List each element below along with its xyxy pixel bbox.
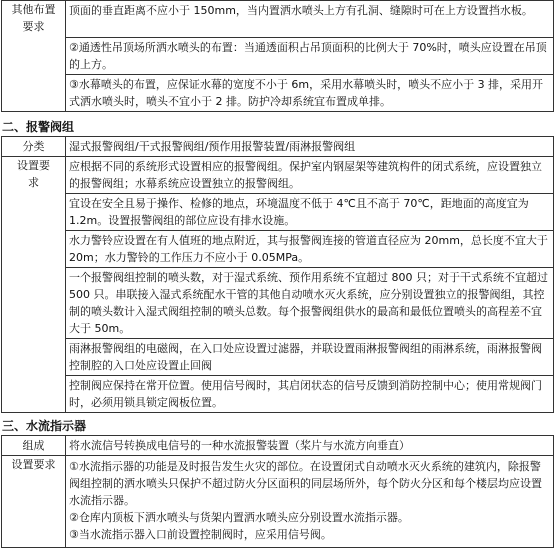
section-number: 三、 [2, 419, 27, 433]
table-row [2, 231, 554, 268]
alarm-valve-req-label: 设置要求 [2, 157, 66, 413]
table-row [2, 75, 554, 112]
alarm-valve-req-1: 应根据不同的系统形式设置相应的报警阀组。保护室内钢屋架等建筑构件的闭式系统，应设置独立的报警阀组；水幕系统应设置独立的报警阀组。 [66, 157, 554, 194]
section-number: 二、 [2, 120, 27, 134]
section-heading-flow-indicator [2, 418, 86, 434]
class-value: 湿式报警阀组/干式报警阀组/预作用报警装置/雨淋报警阀组 [66, 137, 554, 157]
table-row [2, 268, 554, 339]
permeable-ceiling-text: ②通透性吊顶场所洒水喷头的布置：当通透面积占吊顶面积的比例大于 70%时，喷头应设置在吊顶的上方。 [66, 38, 554, 75]
composition-value: 将水流信号转换成电信号的一种水流报警装置（桨片与水流方向垂直） [66, 436, 554, 456]
composition-label: 组成 [2, 436, 66, 456]
table-row [2, 456, 554, 548]
section-title: 水流指示器 [26, 419, 87, 433]
section-heading-alarm-valve [2, 119, 74, 135]
flow-indicator-req-3: ③当水流指示器入口前设置控制阀时，应采用信号阀。 [69, 528, 332, 541]
ceiling-distance-text: 顶面的垂直距离不应小于 150mm，当内置洒水喷头上方有孔洞、缝隙时可在上方设置挡水板。 [66, 1, 554, 38]
flow-indicator-req-1: ①水流指示器的功能是及时报告发生火灾的部位。在设置闭式自动喷水灭火系统的建筑内，除报警阀组控制的洒水喷头只保护不超过防火分区面积的同层场所外，每个防火分区和每个楼层均应设置水流指示器。 [69, 460, 542, 507]
flow-indicator-req-2: ②仓库内顶板下洒水喷头与货架内置洒水喷头应分别设置水流指示器。 [69, 511, 409, 524]
flow-indicator-req-cell [66, 456, 554, 548]
table-row [2, 376, 554, 413]
flow-indicator-table [1, 435, 554, 548]
other-layout-label: 其他布置要求 [2, 1, 66, 112]
alarm-valve-req-4: 一个报警阀组控制的喷头数，对于湿式系统、预作用系统不宜超过 800 只；对于干式系统不宜超过 500 只。串联接入湿式系统配水干管的其他自动喷水灭火系统，应分别设置独立的报警阀组，其控制的喷头数计入湿式阀组控制的喷头总数。每个报警阀组供水的最高和最低位置喷头的高程差不宜大于 50m。 [66, 268, 554, 339]
other-layout-table [1, 0, 554, 112]
table-row [2, 1, 554, 38]
water-curtain-text: ③水幕喷头的布置，应保证水幕的宽度不小于 6m，采用水幕喷头时，喷头不应小于 3 排，采用开式洒水喷头时，喷头不宜小于 2 排。防护冷却系统宜布置成单排。 [66, 75, 554, 112]
alarm-valve-req-2: 宜设在安全且易于操作、检修的地点，环境温度不低于 4℃且不高于 70℃，距地面的高度宜为 1.2m。设置报警阀组的部位应设有排水设施。 [66, 194, 554, 231]
alarm-valve-req-6: 控制阀应保持在常开位置。使用信号阀时，其启闭状态的信号反馈到消防控制中心；使用常规阀门时，必须用锁具锁定阀板位置。 [66, 376, 554, 413]
table-row [2, 137, 554, 157]
flow-indicator-req-label: 设置要求 [2, 456, 66, 548]
alarm-valve-req-5: 雨淋报警阀组的电磁阀，在入口处应设置过滤器，并联设置雨淋报警阀组的雨淋系统，雨淋报警阀控制腔的入口处应设置止回阀 [66, 339, 554, 376]
table-row [2, 339, 554, 376]
section-title: 报警阀组 [26, 120, 75, 134]
table-row [2, 194, 554, 231]
table-row [2, 38, 554, 75]
table-row [2, 436, 554, 456]
table-row [2, 157, 554, 194]
class-label: 分类 [2, 137, 66, 157]
alarm-valve-req-3: 水力警铃应设置在有人值班的地点附近，其与报警阀连接的管道直径应为 20mm，总长度不宜大于 20m；水力警铃的工作压力不应小于 0.05MPa。 [66, 231, 554, 268]
alarm-valve-table [1, 136, 554, 413]
